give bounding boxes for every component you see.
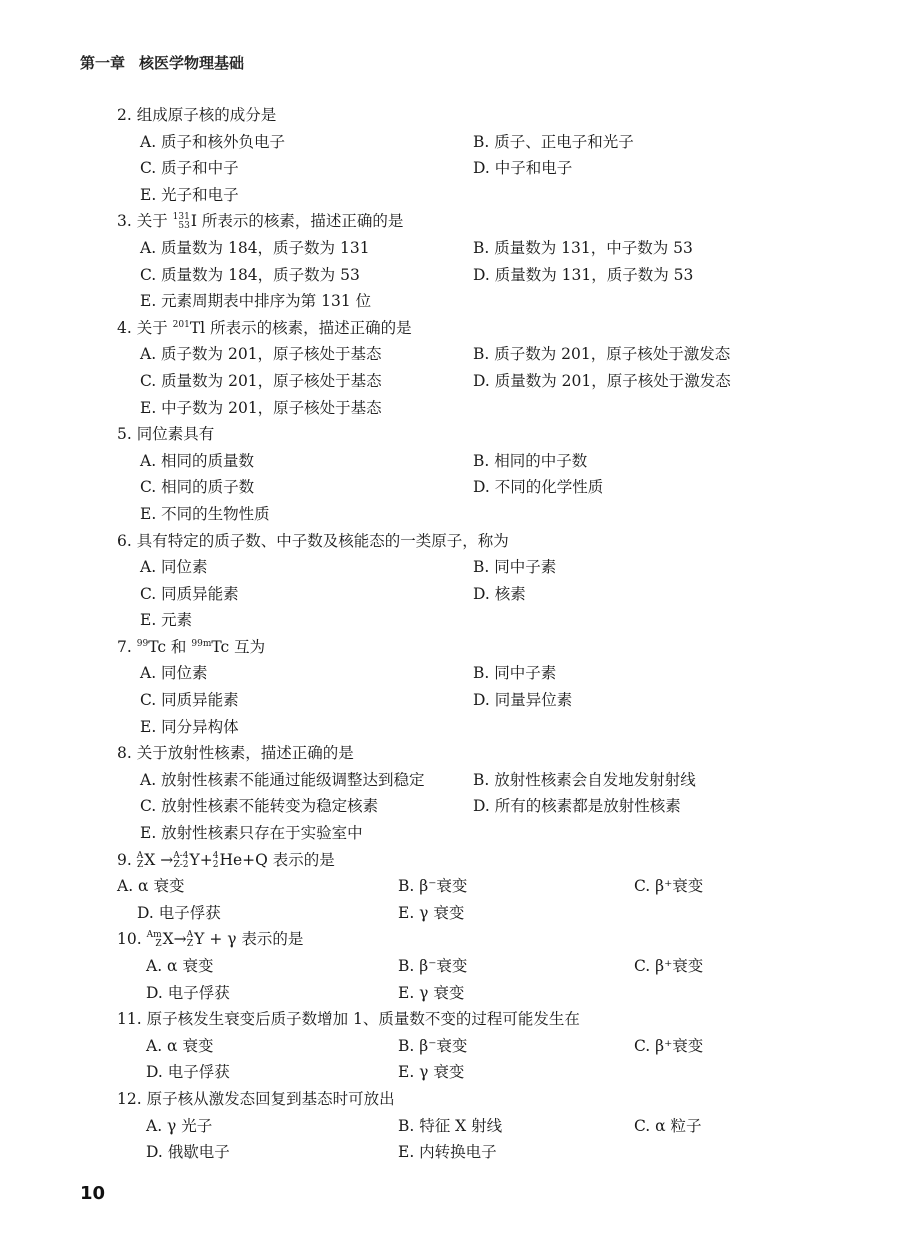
q3-stem-suffix: I 所表示的核素，描述正确的是 <box>190 212 404 231</box>
option-row <box>0 1114 900 1141</box>
q9-stem <box>117 848 335 870</box>
q9-option-a: A. α 衰变 <box>117 877 185 896</box>
q3-option-c: C. 质量数为 184，质子数为 53 <box>140 265 360 284</box>
q8-option-e: E. 放射性核素只存在于实验室中 <box>140 824 363 843</box>
question-stem <box>0 209 900 236</box>
q2-option-b: B. 质子、正电子和光子 <box>473 132 634 151</box>
option-row <box>0 1060 900 1087</box>
q6-option-a: A. 同位素 <box>140 558 208 577</box>
question-stem <box>0 422 900 449</box>
q3-stem-prefix: 3. 关于 <box>117 212 168 231</box>
question-stem <box>0 1007 900 1034</box>
q10-option-d: D. 电子俘获 <box>146 983 230 1002</box>
q9-option-e: E. γ 衰变 <box>398 903 465 922</box>
q9-he-atomic: 2 <box>212 859 219 870</box>
q9-y-mass: A-4 <box>173 850 189 861</box>
option-row <box>0 183 900 210</box>
q6-option-c: C. 同质异能素 <box>140 584 239 603</box>
q11-option-e: E. γ 衰变 <box>398 1063 465 1082</box>
q12-option-d: D. 俄歇电子 <box>146 1143 230 1162</box>
q3-stem <box>117 209 403 231</box>
question-list <box>0 103 900 1167</box>
option-row <box>0 582 900 609</box>
q3-atomic-number: 53 <box>178 221 190 232</box>
q5-option-e: E. 不同的生物性质 <box>140 504 270 523</box>
option-row <box>0 449 900 476</box>
q9-stem-suffix: He+Q 表示的是 <box>219 850 335 869</box>
option-row <box>0 502 900 529</box>
option-row <box>0 608 900 635</box>
q4-option-b: B. 质子数为 201，原子核处于激发态 <box>473 345 731 364</box>
q4-option-e: E. 中子数为 201，原子核处于基态 <box>140 398 382 417</box>
q12-option-c: C. α 粒子 <box>634 1116 702 1135</box>
option-row <box>0 794 900 821</box>
q5-option-a: A. 相同的质量数 <box>140 451 255 470</box>
running-header <box>80 52 244 73</box>
q10-y-atomic: Z <box>186 939 194 950</box>
q5-option-d: D. 不同的化学性质 <box>473 478 604 497</box>
q9-x-notation <box>137 852 144 870</box>
chapter-label: 第一章 <box>80 54 126 72</box>
q4-stem-prefix: 4. 关于 <box>117 318 168 337</box>
q7-stem-suffix: Tc 互为 <box>211 637 266 656</box>
q7-mass-2: 99m <box>191 638 212 649</box>
q10-stem <box>117 927 303 949</box>
page-number: 10 <box>80 1183 106 1204</box>
option-row <box>0 1034 900 1061</box>
q8-stem: 8. 关于放射性核素，描述正确的是 <box>117 744 354 763</box>
q7-option-a: A. 同位素 <box>140 664 208 683</box>
q9-stem-prefix: 9. <box>117 850 132 869</box>
q6-option-b: B. 同中子素 <box>473 558 557 577</box>
option-row <box>0 263 900 290</box>
q10-stem-suffix: Y + γ 表示的是 <box>194 930 304 949</box>
q8-option-b: B. 放射性核素会自发地发射射线 <box>473 770 696 789</box>
q7-option-d: D. 同量异位素 <box>473 691 573 710</box>
question-stem <box>0 103 900 130</box>
q4-option-d: D. 质量数为 201，原子核处于激发态 <box>473 371 731 390</box>
q2-option-c: C. 质子和中子 <box>140 159 239 178</box>
option-row <box>0 1140 900 1167</box>
q11-option-b: B. β⁻衰变 <box>398 1036 468 1055</box>
question-stem <box>0 529 900 556</box>
q9-he-mass: 4 <box>212 850 219 861</box>
option-row <box>0 661 900 688</box>
q4-mass-number: 201 <box>172 319 190 330</box>
q11-stem: 11. 原子核发生衰变后质子数增加 1、质量数不变的过程可能发生在 <box>117 1010 580 1029</box>
question-stem <box>0 1087 900 1114</box>
q10-option-c: C. β⁺衰变 <box>634 957 704 975</box>
question-stem <box>0 635 900 662</box>
q12-stem: 12. 原子核从激发态回复到基态时可放出 <box>117 1089 395 1108</box>
option-row <box>0 475 900 502</box>
q6-stem: 6. 具有特定的质子数、中子数及核能态的一类原子，称为 <box>117 531 509 550</box>
q10-x-atomic: Z <box>155 939 162 950</box>
q10-x-mass: Am <box>146 930 162 941</box>
q12-option-e: E. 内转换电子 <box>398 1143 497 1162</box>
q9-y-notation <box>173 852 188 870</box>
q5-stem: 5. 同位素具有 <box>117 425 215 444</box>
option-row <box>0 289 900 316</box>
q2-stem: 2. 组成原子核的成分是 <box>117 106 277 124</box>
question-stem <box>0 316 900 343</box>
q7-option-e: E. 同分异构体 <box>140 717 239 736</box>
option-row <box>0 688 900 715</box>
option-row <box>0 396 900 423</box>
q8-option-c: C. 放射性核素不能转变为稳定核素 <box>140 797 379 816</box>
option-row <box>0 821 900 848</box>
q11-option-c: C. β⁺衰变 <box>634 1036 704 1055</box>
q3-nuclide-notation <box>173 213 190 231</box>
option-row <box>0 342 900 369</box>
option-row <box>0 130 900 157</box>
q6-option-e: E. 元素 <box>140 611 193 630</box>
q7-stem-prefix: 7. <box>117 637 132 656</box>
q9-plus: Y+ <box>189 850 213 869</box>
q6-option-d: D. 核素 <box>473 584 526 603</box>
q4-option-c: C. 质量数为 201，原子核处于基态 <box>140 371 382 390</box>
q2-option-e: E. 光子和电子 <box>140 185 239 204</box>
q3-option-e: E. 元素周期表中排序为第 131 位 <box>140 292 372 311</box>
q10-y-mass: A <box>186 930 194 941</box>
q5-option-c: C. 相同的质子数 <box>140 478 255 497</box>
option-row <box>0 555 900 582</box>
q11-option-d: D. 电子俘获 <box>146 1063 230 1082</box>
q12-option-a: A. γ 光子 <box>146 1116 213 1135</box>
option-row <box>0 901 900 928</box>
q3-option-b: B. 质量数为 131，中子数为 53 <box>473 238 693 257</box>
option-row <box>0 874 900 901</box>
option-row <box>0 156 900 183</box>
q7-option-b: B. 同中子素 <box>473 664 557 683</box>
q3-option-a: A. 质量数为 184，质子数为 131 <box>140 238 370 257</box>
q5-option-b: B. 相同的中子数 <box>473 451 588 470</box>
q9-x-mass: A <box>136 850 144 861</box>
q4-option-a: A. 质子数为 201，原子核处于基态 <box>140 345 382 364</box>
question-stem <box>0 741 900 768</box>
option-row <box>0 981 900 1008</box>
q4-stem-suffix: Tl 所表示的核素，描述正确的是 <box>189 318 412 337</box>
q10-option-b: B. β⁻衰变 <box>398 957 468 975</box>
q7-stem-mid: Tc 和 <box>148 637 187 656</box>
option-row <box>0 954 900 981</box>
q7-mass-1: 99 <box>136 638 149 649</box>
option-row <box>0 768 900 795</box>
q2-option-a: A. 质子和核外负电子 <box>140 132 286 151</box>
q8-option-a: A. 放射性核素不能通过能级调整达到稳定 <box>140 770 425 789</box>
q9-he-notation <box>213 852 219 870</box>
question-stem <box>0 927 900 954</box>
question-stem <box>0 848 900 875</box>
q10-y-notation <box>187 931 194 949</box>
q9-y-atomic: Z-2 <box>173 859 189 870</box>
q3-option-d: D. 质量数为 131，质子数为 53 <box>473 265 694 284</box>
q9-option-c: C. β⁺衰变 <box>634 877 704 896</box>
q9-option-d: D. 电子俘获 <box>137 903 221 922</box>
q4-stem <box>117 316 412 338</box>
q10-option-e: E. γ 衰变 <box>398 983 465 1002</box>
q2-option-d: D. 中子和电子 <box>473 159 573 178</box>
q7-option-c: C. 同质异能素 <box>140 691 239 710</box>
option-row <box>0 715 900 742</box>
q8-option-d: D. 所有的核素都是放射性核素 <box>473 797 681 816</box>
q12-option-b: B. 特征 X 射线 <box>398 1116 503 1135</box>
chapter-title: 核医学物理基础 <box>139 54 245 72</box>
q11-option-a: A. α 衰变 <box>146 1036 214 1055</box>
q10-option-a: A. α 衰变 <box>146 957 214 975</box>
q7-stem <box>117 635 265 657</box>
q9-arrow: X → <box>144 850 174 869</box>
q10-x-notation <box>147 931 162 949</box>
q3-mass-number: 131 <box>172 212 190 223</box>
q9-x-atomic: Z <box>136 859 144 870</box>
q9-option-b: B. β⁻衰变 <box>398 877 468 896</box>
option-row <box>0 369 900 396</box>
q10-stem-prefix: 10. <box>117 930 142 949</box>
option-row <box>0 236 900 263</box>
q10-arrow: X→ <box>162 930 187 949</box>
